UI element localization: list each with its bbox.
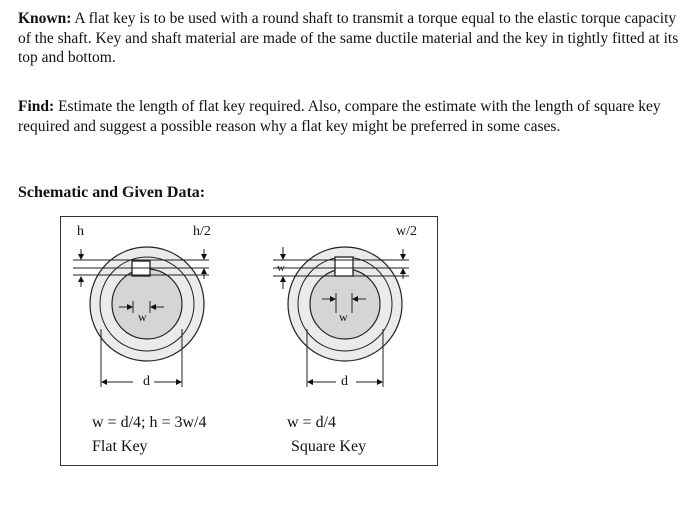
flat-label-h-half: h/2 [193,224,211,239]
square-shaft [310,269,380,339]
square-formula: w = d/4 [287,414,337,431]
find-text: Estimate the length of flat key required. Also, compare the estimate with the length of square key required and suggest a possible reason why a flat key might be preferred in some cases. [18,98,661,135]
flat-caption: Flat Key [92,438,148,455]
flat-formula: w = d/4; h = 3w/4 [92,414,207,431]
find-paragraph [18,97,688,136]
square-label-d: d [341,374,348,389]
flat-label-h: h [77,224,84,239]
known-text: A flat key is to be used with a round shaft to transmit a torque equal to the elastic torque capacity of the shaft. Key and shaft material are made of the same ductile material and the key in tightly fitted at its top and bottom. [18,10,679,66]
known-label: Known: [18,10,72,27]
flat-label-d: d [143,374,150,389]
schematic-figure [60,216,438,466]
find-label: Find: [18,98,55,115]
square-label-w-side: w [277,262,285,274]
square-label-w: w [339,310,348,324]
flat-label-w: w [138,310,147,324]
schematic-heading: Schematic and Given Data: [18,184,206,201]
known-paragraph [18,9,688,68]
square-caption: Square Key [291,438,367,455]
flat-shaft [112,269,182,339]
square-label-w-half: w/2 [396,224,417,239]
